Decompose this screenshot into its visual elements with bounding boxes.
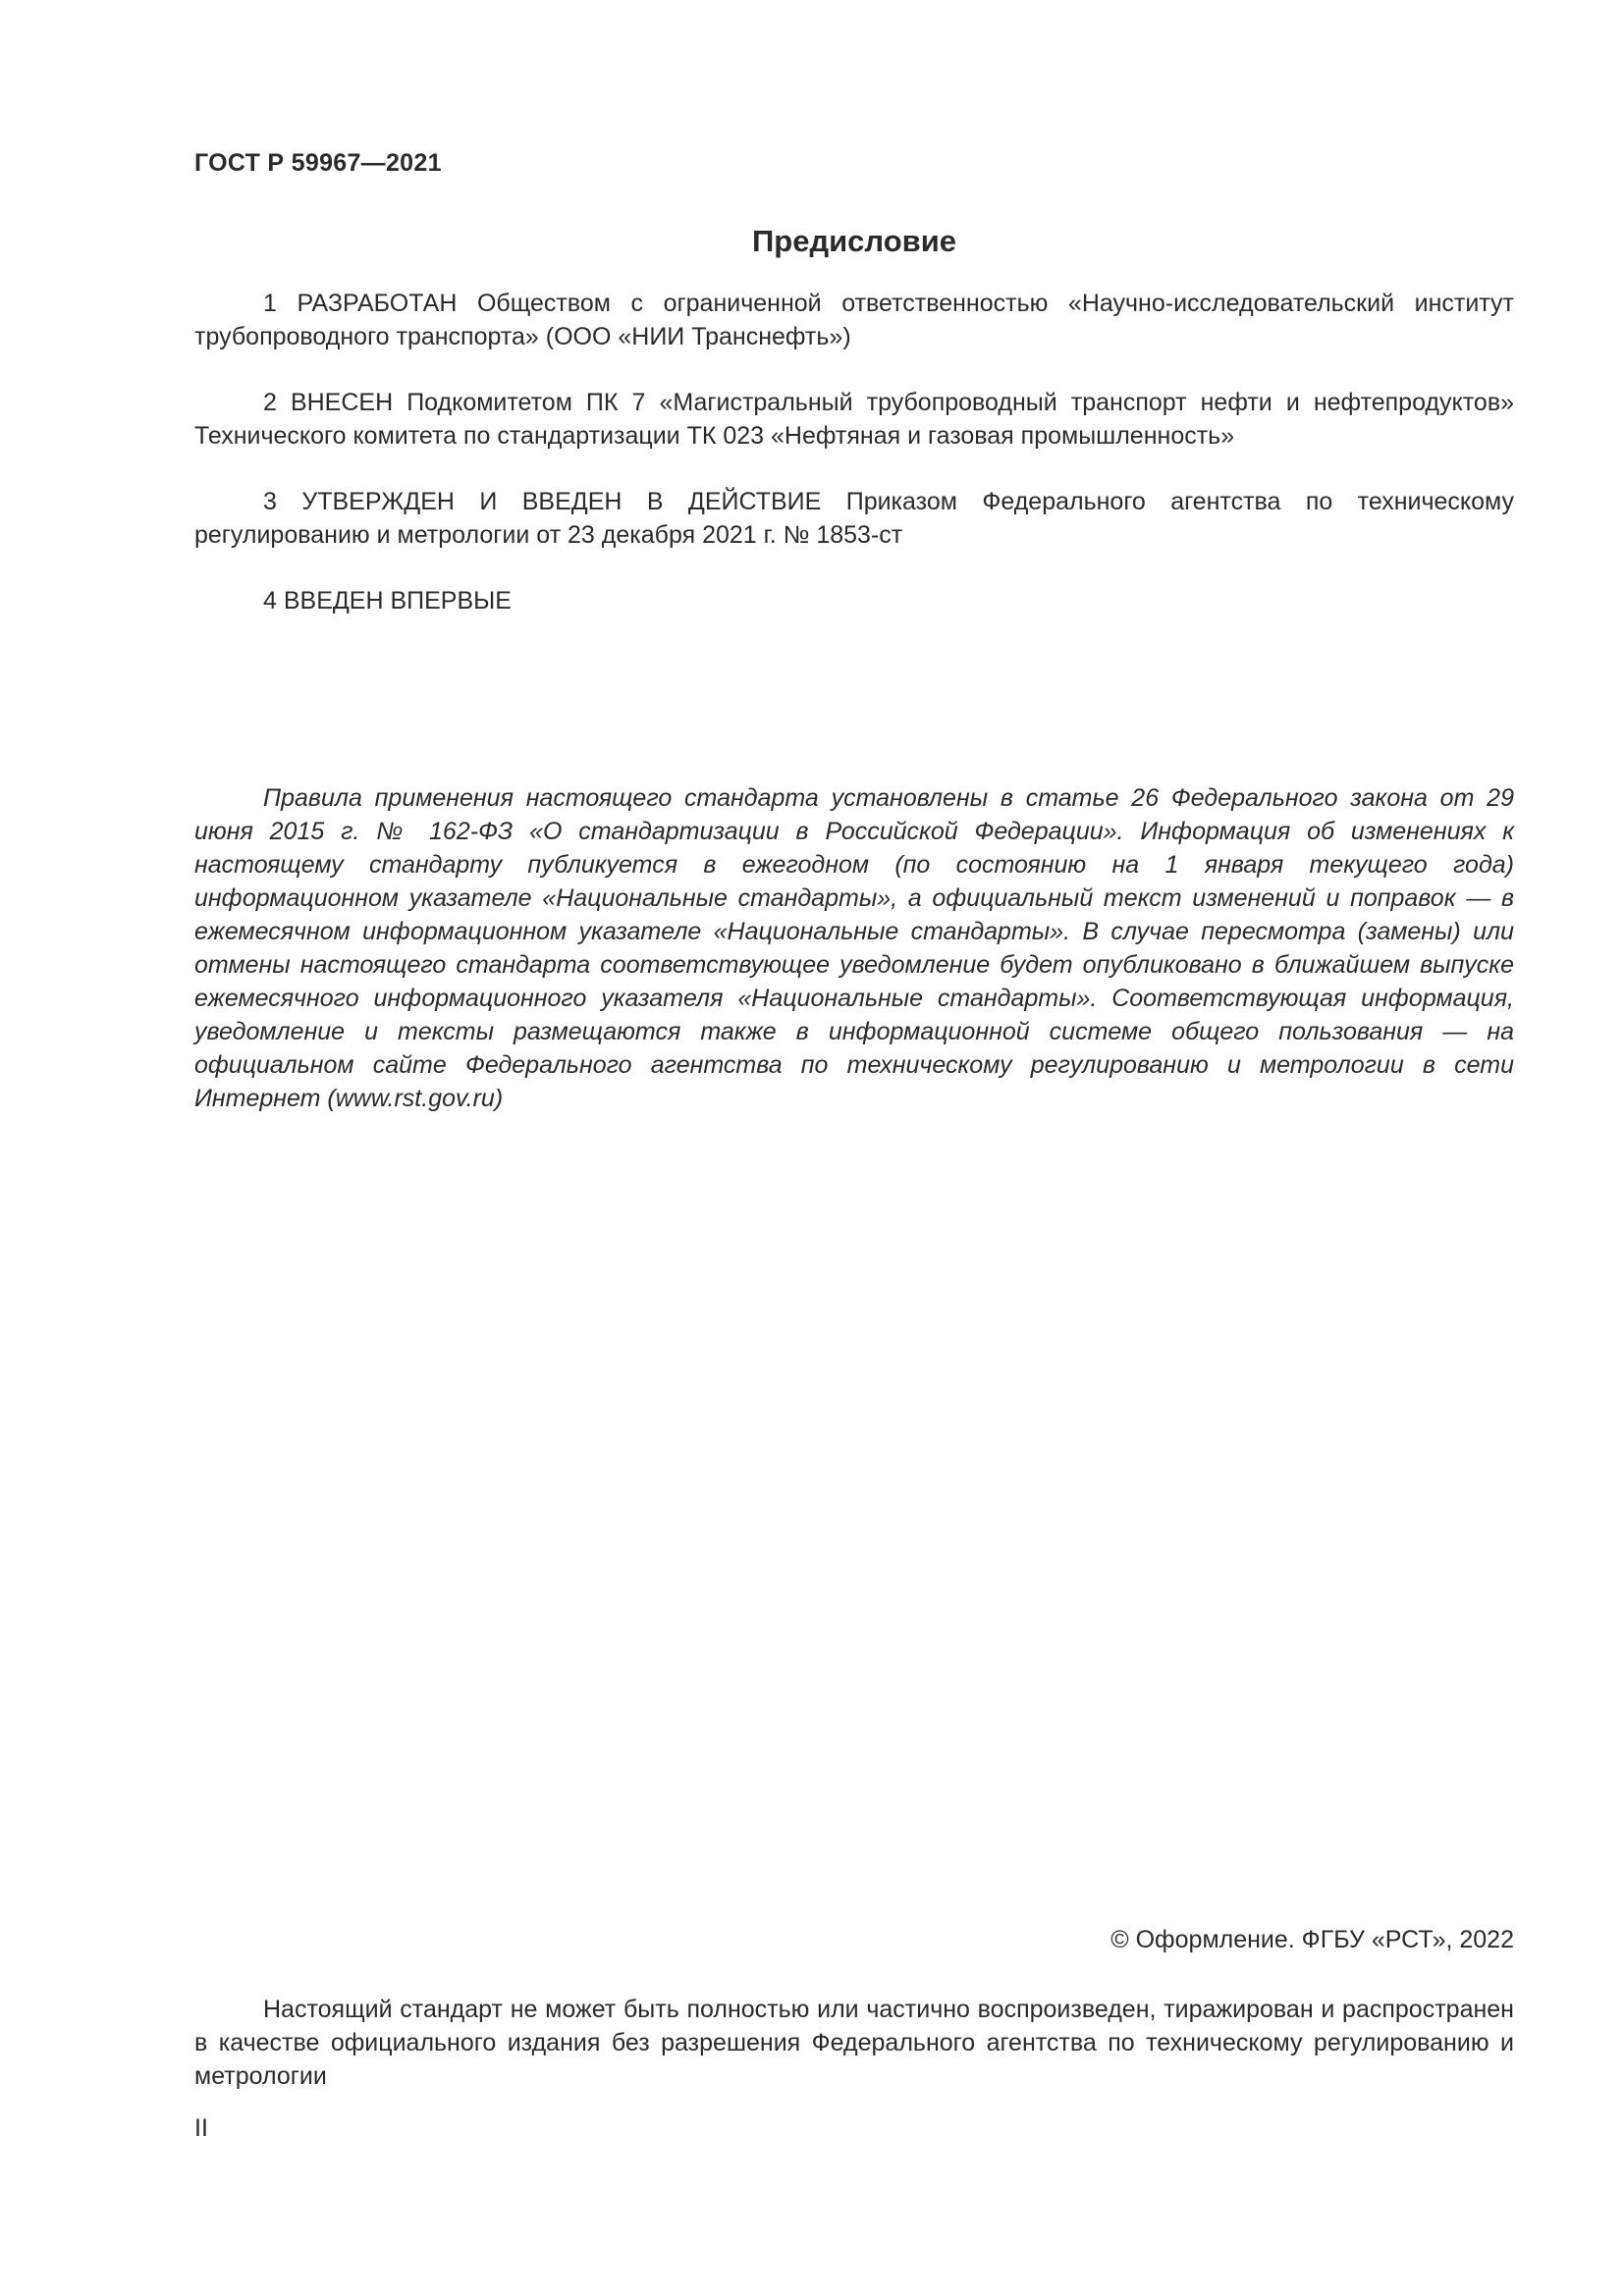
reprint-restriction-notice: Настоящий стандарт не может быть полностью или частично воспроизведен, тиражирован и распространен в качестве официального издания без разрешения Федерального агентства по техническому регулированию и метрологии <box>194 1996 1514 2090</box>
preface-item-1: 1 РАЗРАБОТАН Обществом с ограниченной ответственностью «Научно-исследовательский институт трубопроводного транспорта» (ООО «НИИ Транснефть») <box>194 290 1514 350</box>
document-code: ГОСТ Р 59967—2021 <box>194 149 442 177</box>
copyright-line: © Оформление. ФГБУ «РСТ», 2022 <box>1110 1926 1514 1953</box>
preface-item-4: 4 ВВЕДЕН ВПЕРВЫЕ <box>263 587 512 614</box>
preface-heading: Предисловие <box>751 224 956 258</box>
page-number: II <box>194 2114 208 2142</box>
application-rules-notice: Правила применения настоящего стандарта установлены в статье 26 Федерального закона от 29 июня 2015 г. № 162-ФЗ «О стандартизации в Российской Федерации». Информация об изменениях к настоящему стандарту публикуется в ежегодном (по состоянию на 1 января текущего года) информационном указателе «Национальные стандарты», а официальный текст изменений и поправок — в ежемесячном информационном указателе «Национальные стандарты». В случае пересмотра (замены) или отмены настоящего стандарта соответствующее уведомление будет опубликовано в ближайшем выпуске ежемесячного информационного указателя «Национальные стандарты». Соответствующая информация, уведомление и тексты размещаются также в информационной системе общего пользования — на официальном сайте Федерального агентства по техническому регулированию и метрологии в сети Интернет (www.rst.gov.ru) <box>194 784 1514 1112</box>
preface-item-3: 3 УТВЕРЖДЕН И ВВЕДЕН В ДЕЙСТВИЕ Приказом Федерального агентства по техническому регулированию и метрологии от 23 декабря 2021 г. № 1853-ст <box>194 488 1514 549</box>
preface-item-2: 2 ВНЕСЕН Подкомитетом ПК 7 «Магистральный трубопроводный транспорт нефти и нефтепродуктов» Технического комитета по стандартизации ТК 023 «Нефтяная и газовая промышленность» <box>194 389 1514 450</box>
